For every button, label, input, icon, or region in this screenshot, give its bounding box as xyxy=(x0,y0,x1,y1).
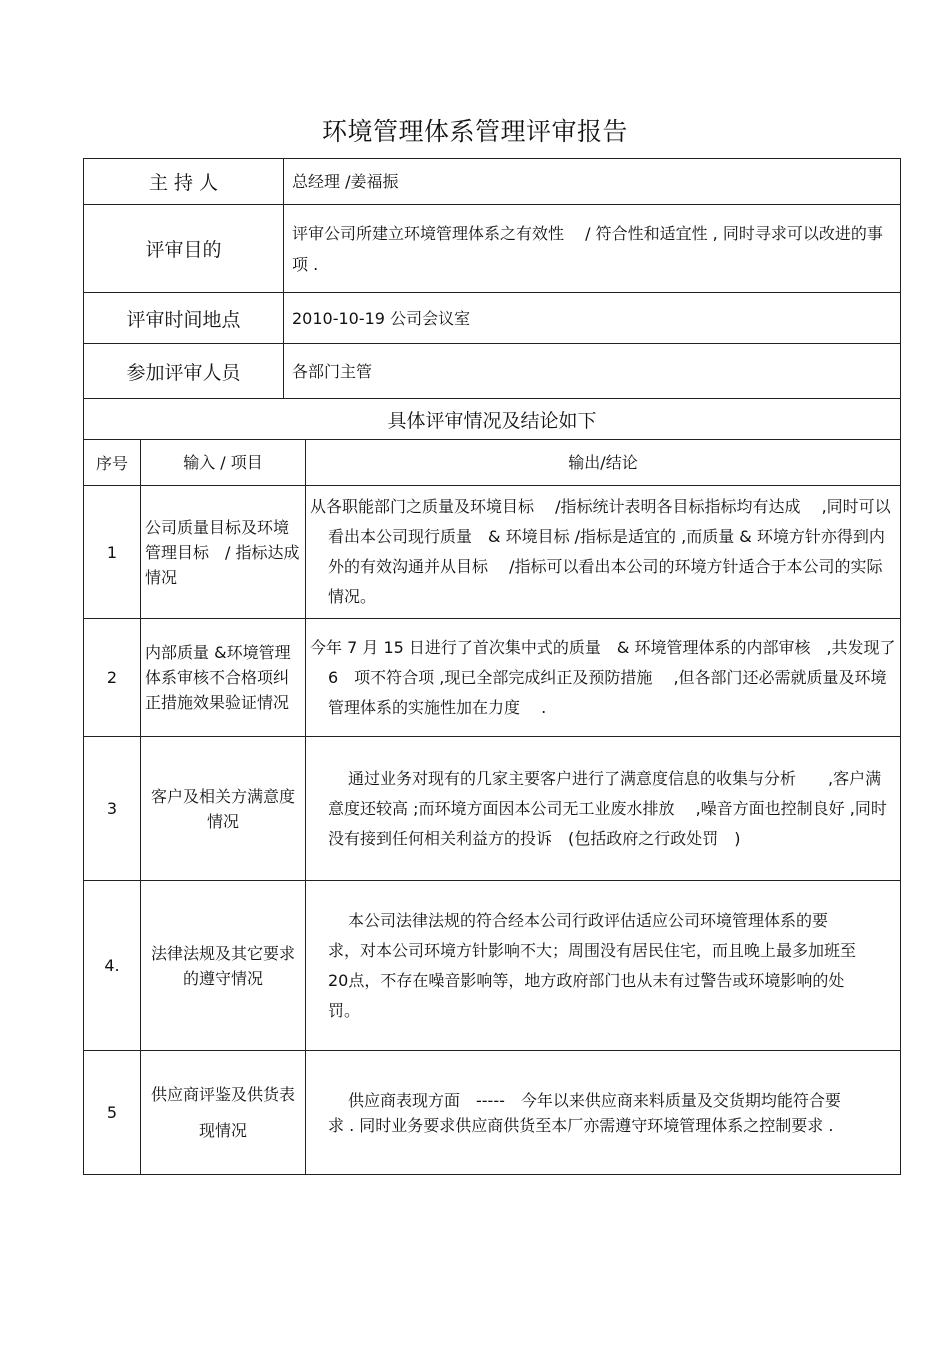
time-value: 2010-10-19 公司会议室 xyxy=(284,293,901,344)
review-table xyxy=(83,439,912,1175)
row-item: 法律法规及其它要求的遵守情况 xyxy=(141,881,306,1051)
report-info-table xyxy=(83,158,901,440)
section-title: 具体评审情况及结论如下 xyxy=(84,399,901,440)
purpose-row xyxy=(84,205,901,293)
row-output xyxy=(306,619,912,737)
report-title: 环境管理体系管理评审报告 xyxy=(321,117,628,146)
row-output xyxy=(306,486,901,619)
header-no: 序号 xyxy=(84,440,141,486)
row-number: 3 xyxy=(84,737,141,881)
table-row xyxy=(84,619,901,737)
people-label: 参加评审人员 xyxy=(84,344,284,399)
row-output-text: 今年 7 月 15 日进行了首次集中式的质量 & 环境管理体系的内部审核 ,共发现了 6 项不符合项 ,现已全部完成纠正及预防措施 ,但各部门还必需就质量及环境管理体系的实施性加在力度 . xyxy=(310,637,912,717)
row-number: 4. xyxy=(84,881,141,1051)
row-number: 2 xyxy=(84,619,141,737)
purpose-label: 评审目的 xyxy=(84,205,284,293)
people-row xyxy=(84,344,901,399)
header-item: 输入 / 项目 xyxy=(141,440,306,486)
time-label: 评审时间地点 xyxy=(84,293,284,344)
row-output xyxy=(306,881,901,1051)
people-value: 各部门主管 xyxy=(284,344,901,399)
table-row xyxy=(84,1051,901,1175)
row-item: 内部质量 &环境管理体系审核不合格项纠正措施效果验证情况 xyxy=(141,619,306,737)
row-output xyxy=(306,737,901,881)
row-number: 5 xyxy=(84,1051,141,1175)
table-row xyxy=(84,486,901,619)
row-item: 客户及相关方满意度情况 xyxy=(141,737,306,881)
header-output: 输出/结论 xyxy=(306,440,901,486)
host-label: 主 持 人 xyxy=(84,159,284,205)
table-row xyxy=(84,881,901,1051)
time-row xyxy=(84,293,901,344)
host-value: 总经理 /姜福振 xyxy=(284,159,901,205)
table-row xyxy=(84,737,901,881)
row-output-text: 通过业务对现有的几家主要客户进行了满意度信息的收集与分析 ,客户满意度还较高 ;而环境方面因本公司无工业废水排放 ,噪音方面也控制良好 ,同时没有接到任何相关利益方的投诉 (包括政府之行政处罚 ) xyxy=(328,768,887,848)
purpose-value: 评审公司所建立环境管理体系之有效性 / 符合性和适宜性 , 同时寻求可以改进的事项 . xyxy=(284,205,901,293)
row-output-text: 本公司法律法规的符合经本公司行政评估适应公司环境管理体系的要求，对本公司环境方针影响不大；周围没有居民住宅，而且晚上最多加班至 20点，不存在噪音影响等，地方政府部门也从未有过警告或环境影响的处罚。 xyxy=(328,910,873,1020)
review-header-row xyxy=(84,440,901,486)
row-item: 公司质量目标及环境管理目标 / 指标达成情况 xyxy=(141,486,306,619)
row-output-text: 从各职能部门之质量及环境目标 /指标统计表明各目标指标均有达成 ,同时可以看出本公司现行质量 & 环境目标 /指标是适宜的 ,而质量 & 环境方针亦得到内外的有效沟通并从目标 /指标可以看出本公司的环境方针适合于本公司的实际情况。 xyxy=(310,497,891,606)
section-title-row xyxy=(84,399,901,440)
row-number: 1 xyxy=(84,486,141,619)
row-item: 供应商评鉴及供货表现情况 xyxy=(141,1051,306,1175)
row-output xyxy=(306,1051,901,1175)
host-row xyxy=(84,159,901,205)
row-output-text: 供应商表现方面 ----- 今年以来供应商来料质量及交货期均能符合要求 . 同时业务要求供应商供货至本厂亦需遵守环境管理体系之控制要求 . xyxy=(328,1090,841,1135)
